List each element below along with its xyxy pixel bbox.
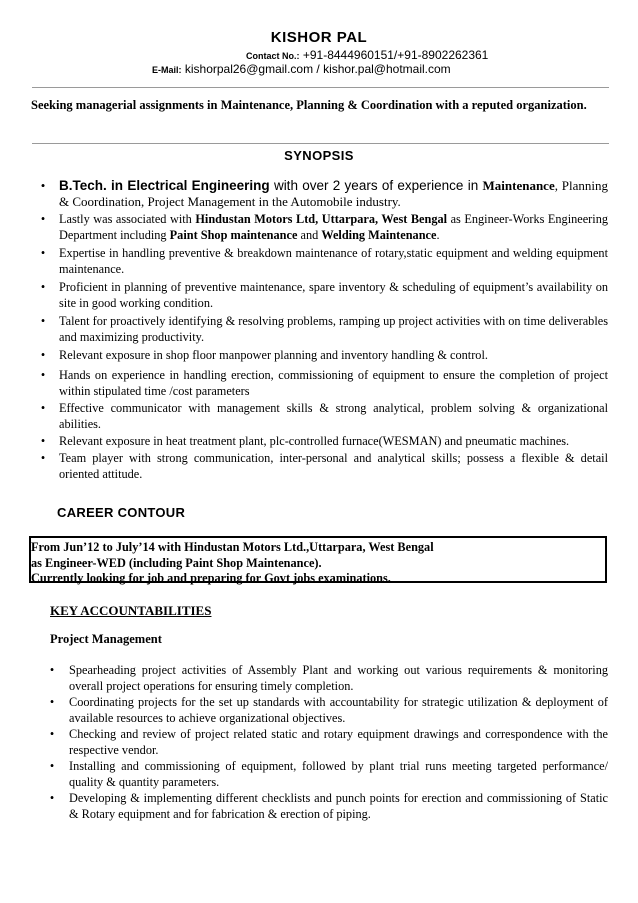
email-value: kishorpal26@gmail.com / kishor.pal@hotmail.com (184, 62, 451, 76)
synopsis-item: • B.Tech. in Electrical Engineering with over 2 years of experience in Maintenance, Planning & Coordination, Project Management in the Automobile industry. (37, 178, 608, 210)
bullet-icon: • (40, 434, 46, 448)
accountability-item: • Coordinating projects for the set up standards with accountability for strategic utilization & deployment of available resources to achieve organizational objectives. (46, 694, 608, 726)
accountability-item: • Spearheading project activities of Assembly Plant and working out various requirements & monitoring overall project operations for ensuring timely completion. (46, 662, 608, 694)
contact-label: Contact No.: (246, 51, 300, 61)
synopsis-item: • Relevant exposure in heat treatment plant, plc-controlled furnace(WESMAN) and pneumatic machines. (37, 433, 608, 449)
career-line: From Jun’12 to July’14 with Hindustan Motors Ltd.,Uttarpara, West Bengal (31, 540, 434, 554)
divider (32, 143, 609, 144)
candidate-name: KISHOR PAL (270, 29, 368, 46)
career-line: Currently looking for job and preparing for Govt jobs examinations. (31, 571, 391, 585)
bullet-icon: • (40, 212, 46, 226)
key-accountabilities-heading: KEY ACCOUNTABILITIES (50, 603, 212, 618)
email-label: E-Mail: (152, 65, 182, 75)
bullet-icon: • (49, 663, 55, 677)
objective-statement: Seeking managerial assignments in Maintenance, Planning & Coordination with a reputed organization. (31, 98, 587, 112)
project-management-heading: Project Management (50, 632, 162, 646)
bullet-icon: • (49, 727, 55, 741)
synopsis-item: • Proficient in planning of preventive maintenance, spare inventory & scheduling of equipment’s availability on site in good working condition. (37, 279, 608, 311)
bullet-icon: • (40, 401, 46, 415)
career-summary-text (31, 540, 434, 587)
bullet-icon: • (49, 791, 55, 805)
synopsis-item: • Relevant exposure in shop floor manpower planning and inventory handling & control. (37, 347, 608, 363)
bullet-icon: • (49, 759, 55, 773)
contact-line (246, 48, 488, 62)
career-contour-heading: CAREER CONTOUR (57, 505, 186, 520)
career-line: as Engineer-WED (including Paint Shop Maintenance). (31, 555, 322, 570)
accountability-item: • Developing & implementing different checklists and punch points for erection and commissioning of Static & Rotary equipment and for fabrication & erection of piping. (46, 790, 608, 822)
synopsis-list (37, 178, 608, 482)
accountability-item: • Installing and commissioning of equipment, followed by plant trial runs meeting targeted performance/ quality & quantity parameters. (46, 758, 608, 790)
divider (32, 87, 609, 88)
synopsis-item: • Team player with strong communication, inter-personal and analytical skills; possess a flexible & detail oriented attitude. (37, 450, 608, 482)
bullet-icon: • (40, 314, 46, 328)
accountabilities-list (46, 662, 608, 822)
bullet-icon: • (49, 695, 55, 709)
synopsis-item: • Effective communicator with management skills & strong analytical, problem solving & organizational abilities. (37, 400, 608, 432)
bullet-icon: • (40, 368, 46, 382)
bullet-icon: • (40, 280, 46, 294)
synopsis-item: • Talent for proactively identifying & resolving problems, ramping up project activities with on time deliverables and maximizing productivity. (37, 313, 608, 345)
bullet-icon: • (40, 178, 46, 193)
synopsis-item: • Lastly was associated with Hindustan Motors Ltd, Uttarpara, West Bengal as Engineer-Works Engineering Department including Paint Shop maintenance and Welding Maintenance. (37, 211, 608, 243)
email-line (152, 62, 451, 76)
synopsis-item: • Expertise in handling preventive & breakdown maintenance of rotary,static equipment and welding equipment maintenance. (37, 245, 608, 277)
accountability-item: • Checking and review of project related static and rotary equipment drawings and correspondence with the respective vendor. (46, 726, 608, 758)
synopsis-heading: SYNOPSIS (284, 148, 354, 163)
synopsis-item: • Hands on experience in handling erection, commissioning of equipment to ensure the completion of project within stipulated time /cost parameters (37, 367, 608, 399)
contact-value: +91-8444960151/+91-8902262361 (302, 48, 489, 62)
bullet-icon: • (40, 348, 46, 362)
bullet-icon: • (40, 246, 46, 260)
bullet-icon: • (40, 451, 46, 465)
